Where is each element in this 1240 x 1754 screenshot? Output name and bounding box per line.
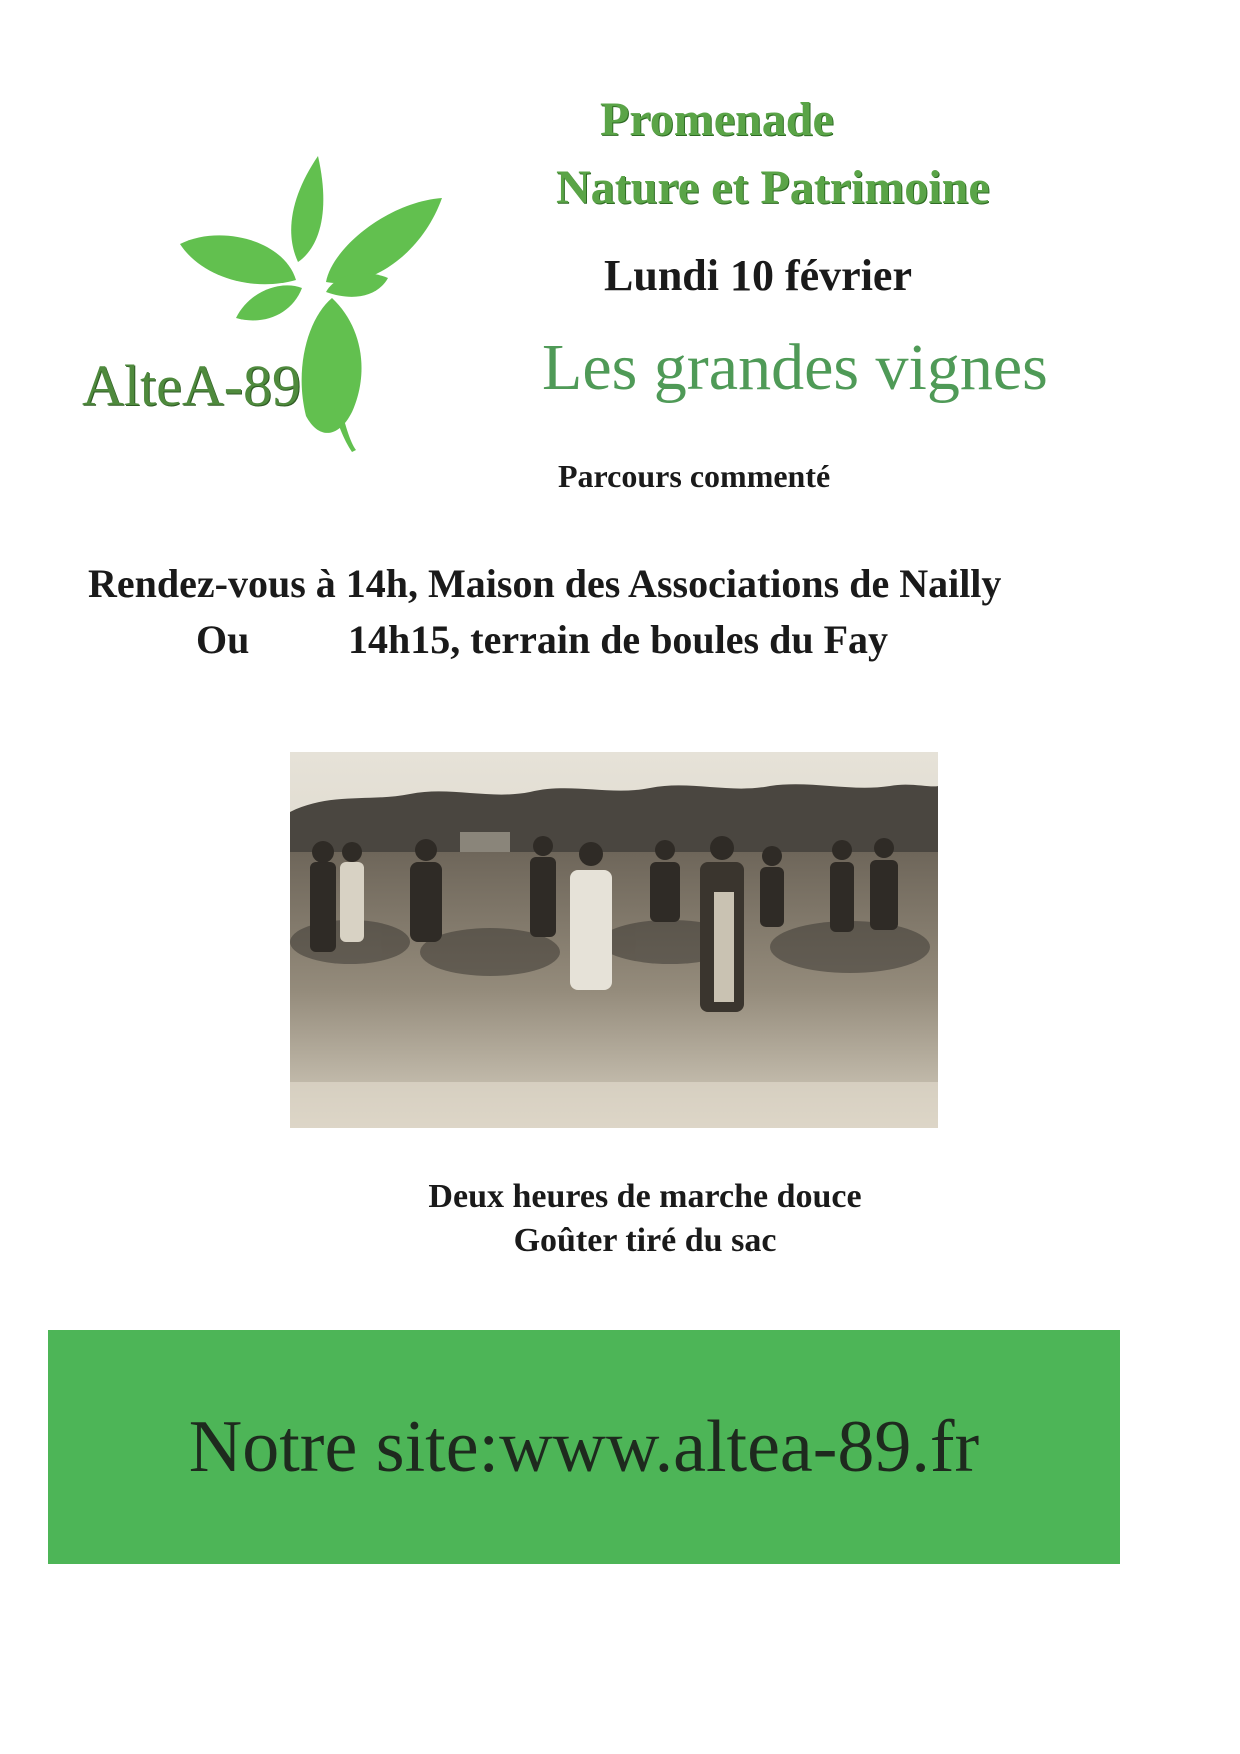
tour-type: Parcours commenté [558, 458, 831, 494]
walk-name: Les grandes vignes [542, 331, 1048, 404]
footer-banner [48, 1330, 1120, 1564]
event-date: Lundi 10 février [604, 251, 912, 300]
note-walk-duration: Deux heures de marche douce [428, 1178, 862, 1215]
meeting-or-label: Ou [196, 617, 250, 662]
meeting-line-2 [196, 616, 888, 663]
vineyard-workers-photo [290, 752, 938, 1128]
title-nature-patrimoine: Nature et Patrimoine [556, 161, 990, 214]
note-snack: Goûter tiré du sac [513, 1222, 777, 1259]
meeting-line-1: Rendez-vous à 14h, Maison des Associations de Nailly [88, 561, 1002, 606]
logo-text: AlteA-89 [82, 353, 302, 418]
meeting-alt-location: 14h15, terrain de boules du Fay [348, 617, 889, 662]
website-link[interactable]: Notre site:www.altea-89.fr [188, 1405, 980, 1488]
title-promenade: Promenade [600, 93, 834, 146]
